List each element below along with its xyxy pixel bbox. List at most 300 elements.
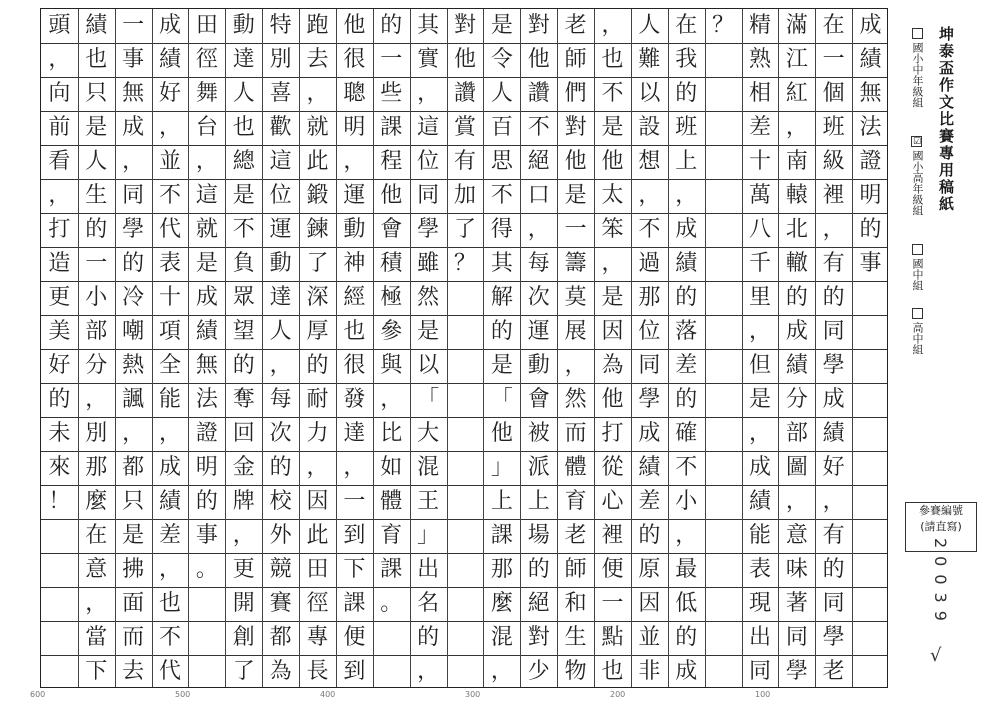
manuscript-character: 不 bbox=[159, 183, 182, 208]
manuscript-character: 同 bbox=[822, 591, 845, 616]
manuscript-character: 小 bbox=[85, 285, 108, 310]
manuscript-character: 績 bbox=[159, 489, 182, 514]
manuscript-character: 上 bbox=[675, 149, 698, 174]
manuscript-character: 冷 bbox=[122, 285, 145, 310]
manuscript-character: 熟 bbox=[748, 47, 771, 72]
manuscript-character: 這 bbox=[195, 183, 218, 208]
checkbox[interactable] bbox=[912, 244, 923, 255]
option-label: 國中組 bbox=[911, 258, 924, 291]
manuscript-character: 江 bbox=[785, 47, 808, 72]
manuscript-character: 萬 bbox=[748, 183, 771, 208]
manuscript-character: 別 bbox=[269, 47, 292, 72]
manuscript-character: 到 bbox=[343, 659, 366, 684]
tick-label: 600 bbox=[30, 690, 46, 699]
manuscript-column bbox=[299, 9, 336, 689]
manuscript-character: 每 bbox=[269, 387, 292, 412]
manuscript-character: 田 bbox=[306, 557, 329, 582]
manuscript-character: 差 bbox=[675, 353, 698, 378]
manuscript-character: 八 bbox=[748, 217, 771, 242]
option-label: 高中組 bbox=[911, 322, 924, 355]
manuscript-character: 裡 bbox=[822, 183, 845, 208]
manuscript-character: 成 bbox=[122, 115, 145, 140]
manuscript-character: 熱 bbox=[122, 353, 145, 378]
manuscript-character: 那 bbox=[85, 455, 108, 480]
manuscript-character: 其 bbox=[490, 251, 513, 276]
manuscript-character: 位 bbox=[417, 149, 440, 174]
manuscript-character: 向 bbox=[48, 81, 71, 106]
manuscript-character: 好 bbox=[159, 81, 182, 106]
manuscript-character: 次 bbox=[269, 421, 292, 446]
manuscript-character: 就 bbox=[195, 217, 218, 242]
manuscript-character: 他 bbox=[601, 149, 624, 174]
manuscript-character: 績 bbox=[859, 47, 882, 72]
option-junior-high[interactable] bbox=[905, 244, 925, 291]
manuscript-character: 位 bbox=[638, 319, 661, 344]
manuscript-character: 低 bbox=[675, 591, 698, 616]
manuscript-character: 學 bbox=[822, 353, 845, 378]
manuscript-character: 混 bbox=[490, 625, 513, 650]
manuscript-character: 運 bbox=[527, 319, 550, 344]
manuscript-column bbox=[262, 9, 299, 689]
manuscript-character: 金 bbox=[232, 455, 255, 480]
manuscript-character: 是 bbox=[601, 115, 624, 140]
manuscript-character: 表 bbox=[159, 251, 182, 276]
manuscript-character: 為 bbox=[269, 659, 292, 684]
manuscript-character: 在 bbox=[822, 13, 845, 38]
manuscript-character: 令 bbox=[490, 47, 513, 72]
manuscript-character: 他 bbox=[601, 387, 624, 412]
manuscript-character: 神 bbox=[343, 251, 366, 276]
manuscript-character: 在 bbox=[675, 13, 698, 38]
manuscript-column bbox=[41, 9, 78, 689]
manuscript-character: 一 bbox=[564, 217, 587, 242]
manuscript-character: 動 bbox=[269, 251, 292, 276]
manuscript-character: 對 bbox=[527, 13, 550, 38]
manuscript-character: 經 bbox=[343, 285, 366, 310]
manuscript-character: 鍛 bbox=[306, 183, 329, 208]
manuscript-character: 是 bbox=[417, 319, 440, 344]
tick-label: 500 bbox=[175, 690, 191, 699]
checkbox[interactable] bbox=[912, 28, 923, 39]
manuscript-character: 然 bbox=[417, 285, 440, 310]
manuscript-character: 代 bbox=[159, 659, 182, 684]
manuscript-column bbox=[115, 9, 152, 689]
manuscript-character: 去 bbox=[306, 47, 329, 72]
manuscript-character: 非 bbox=[638, 659, 661, 684]
manuscript-character: 同 bbox=[417, 183, 440, 208]
manuscript-character: 賽 bbox=[269, 591, 292, 616]
manuscript-column bbox=[78, 9, 115, 689]
manuscript-character: 代 bbox=[159, 217, 182, 242]
manuscript-character: 績 bbox=[675, 251, 698, 276]
manuscript-character: 也 bbox=[85, 47, 108, 72]
manuscript-character: 也 bbox=[601, 659, 624, 684]
manuscript-character: 了 bbox=[453, 217, 476, 242]
manuscript-character: ， bbox=[195, 149, 218, 174]
manuscript-character: 如 bbox=[380, 455, 403, 480]
manuscript-column bbox=[152, 9, 189, 689]
manuscript-character: ， bbox=[564, 353, 587, 378]
manuscript-character: 競 bbox=[269, 557, 292, 582]
manuscript-character: 好 bbox=[822, 455, 845, 480]
manuscript-character: 前 bbox=[48, 115, 71, 140]
manuscript-character: 同 bbox=[785, 625, 808, 650]
manuscript-character: ！ bbox=[48, 489, 71, 514]
manuscript-character: 項 bbox=[159, 319, 182, 344]
manuscript-character: 最 bbox=[675, 557, 698, 582]
manuscript-character: 人 bbox=[638, 13, 661, 38]
manuscript-character: 籌 bbox=[564, 251, 587, 276]
manuscript-character: ， bbox=[85, 387, 108, 412]
manuscript-character: ？ bbox=[712, 13, 735, 38]
manuscript-character: ， bbox=[675, 523, 698, 548]
checkbox[interactable]: ☑ bbox=[912, 137, 922, 147]
manuscript-character: 名 bbox=[417, 591, 440, 616]
manuscript-character: 鍊 bbox=[306, 217, 329, 242]
manuscript-character: 一 bbox=[601, 591, 624, 616]
manuscript-character: 的 bbox=[675, 81, 698, 106]
manuscript-character: 北 bbox=[785, 217, 808, 242]
manuscript-character: 的 bbox=[48, 387, 71, 412]
manuscript-character: ， bbox=[638, 183, 661, 208]
manuscript-character: 個 bbox=[822, 81, 845, 106]
manuscript-character: 其 bbox=[417, 13, 440, 38]
checkbox[interactable] bbox=[912, 308, 923, 319]
manuscript-character: ， bbox=[122, 421, 145, 446]
manuscript-column bbox=[410, 9, 447, 689]
manuscript-character: 同 bbox=[122, 183, 145, 208]
manuscript-character: 奪 bbox=[232, 387, 255, 412]
manuscript-character: 的 bbox=[638, 523, 661, 548]
manuscript-character: 是 bbox=[232, 183, 255, 208]
manuscript-character: 不 bbox=[638, 217, 661, 242]
manuscript-character: 諷 bbox=[122, 387, 145, 412]
manuscript-character: 以 bbox=[417, 353, 440, 378]
manuscript-character: 差 bbox=[638, 489, 661, 514]
manuscript-character: 全 bbox=[159, 353, 182, 378]
manuscript-character: ， bbox=[822, 217, 845, 242]
manuscript-character: ， bbox=[785, 489, 808, 514]
manuscript-column bbox=[188, 9, 225, 689]
manuscript-character: 些 bbox=[380, 81, 403, 106]
manuscript-character: 而 bbox=[564, 421, 587, 446]
manuscript-character: 績 bbox=[85, 13, 108, 38]
manuscript-character: 因 bbox=[601, 319, 624, 344]
manuscript-character: 的 bbox=[675, 387, 698, 412]
manuscript-character: 成 bbox=[675, 217, 698, 242]
manuscript-character: ？ bbox=[453, 251, 476, 276]
manuscript-character: 南 bbox=[785, 149, 808, 174]
manuscript-character: 是 bbox=[490, 353, 513, 378]
manuscript-column bbox=[336, 9, 373, 689]
registration-hint: (請直寫) bbox=[920, 520, 962, 533]
manuscript-character: 分 bbox=[785, 387, 808, 412]
manuscript-character: 他 bbox=[490, 421, 513, 446]
check-mark: √ bbox=[930, 645, 942, 666]
manuscript-character: 課 bbox=[343, 591, 366, 616]
manuscript-character: 更 bbox=[48, 285, 71, 310]
manuscript-character: 動 bbox=[343, 217, 366, 242]
manuscript-grid bbox=[40, 8, 888, 688]
manuscript-character: 育 bbox=[380, 523, 403, 548]
manuscript-character: 不 bbox=[675, 455, 698, 480]
manuscript-character: 人 bbox=[269, 319, 292, 344]
registration-label: 參賽編號 bbox=[919, 504, 963, 517]
manuscript-character: 面 bbox=[122, 591, 145, 616]
manuscript-character: 生 bbox=[85, 183, 108, 208]
manuscript-character: 的 bbox=[490, 319, 513, 344]
manuscript-character: 來 bbox=[48, 455, 71, 480]
manuscript-character: 創 bbox=[232, 625, 255, 650]
manuscript-column bbox=[852, 9, 889, 689]
manuscript-character: 明 bbox=[343, 115, 366, 140]
manuscript-character: 無 bbox=[859, 81, 882, 106]
option-senior-high[interactable] bbox=[905, 308, 925, 355]
manuscript-character: 也 bbox=[601, 47, 624, 72]
manuscript-character: 混 bbox=[417, 455, 440, 480]
manuscript-character: 績 bbox=[159, 47, 182, 72]
manuscript-character: 的 bbox=[527, 557, 550, 582]
manuscript-character: 課 bbox=[490, 523, 513, 548]
manuscript-character: 是 bbox=[85, 115, 108, 140]
manuscript-character: 回 bbox=[232, 421, 255, 446]
manuscript-character: 歡 bbox=[269, 115, 292, 140]
manuscript-character: 了 bbox=[232, 659, 255, 684]
manuscript-column bbox=[815, 9, 852, 689]
manuscript-character: 績 bbox=[195, 319, 218, 344]
manuscript-character: ， bbox=[527, 217, 550, 242]
manuscript-character: 轅 bbox=[785, 183, 808, 208]
manuscript-character: 部 bbox=[785, 421, 808, 446]
manuscript-character: 的 bbox=[232, 353, 255, 378]
manuscript-character: 參 bbox=[380, 319, 403, 344]
manuscript-character: ， bbox=[417, 81, 440, 106]
manuscript-character: 「 bbox=[417, 387, 440, 412]
manuscript-character: 那 bbox=[638, 285, 661, 310]
manuscript-character: 程 bbox=[380, 149, 403, 174]
manuscript-character: ， bbox=[785, 115, 808, 140]
manuscript-character: 得 bbox=[490, 217, 513, 242]
manuscript-character: 動 bbox=[527, 353, 550, 378]
manuscript-character: 他 bbox=[380, 183, 403, 208]
manuscript-character: 出 bbox=[748, 625, 771, 650]
manuscript-character: 點 bbox=[601, 625, 624, 650]
manuscript-character: 校 bbox=[269, 489, 292, 514]
option-elementary-upper[interactable] bbox=[905, 136, 925, 216]
manuscript-character: 就 bbox=[306, 115, 329, 140]
manuscript-character: 從 bbox=[601, 455, 624, 480]
manuscript-character: 差 bbox=[159, 523, 182, 548]
manuscript-character: 老 bbox=[822, 659, 845, 684]
manuscript-character: 解 bbox=[490, 285, 513, 310]
manuscript-character: 也 bbox=[159, 591, 182, 616]
manuscript-character: 績 bbox=[785, 353, 808, 378]
manuscript-character: 體 bbox=[380, 489, 403, 514]
manuscript-character: 上 bbox=[490, 489, 513, 514]
manuscript-character: 雖 bbox=[417, 251, 440, 276]
manuscript-character: 班 bbox=[675, 115, 698, 140]
manuscript-character: 力 bbox=[306, 421, 329, 446]
manuscript-character: 」 bbox=[490, 455, 513, 480]
manuscript-character: 一 bbox=[85, 251, 108, 276]
manuscript-character: 無 bbox=[122, 81, 145, 106]
manuscript-character: 體 bbox=[564, 455, 587, 480]
manuscript-character: 讚 bbox=[453, 81, 476, 106]
manuscript-character: 證 bbox=[859, 149, 882, 174]
manuscript-character: 徑 bbox=[195, 47, 218, 72]
manuscript-character: 是 bbox=[564, 183, 587, 208]
manuscript-character: 不 bbox=[232, 217, 255, 242]
manuscript-character: 人 bbox=[490, 81, 513, 106]
manuscript-character: ， bbox=[159, 421, 182, 446]
manuscript-character: 他 bbox=[564, 149, 587, 174]
manuscript-character: 是 bbox=[122, 523, 145, 548]
manuscript-character: 別 bbox=[85, 421, 108, 446]
manuscript-character: 會 bbox=[527, 387, 550, 412]
manuscript-character: 學 bbox=[822, 625, 845, 650]
manuscript-character: ， bbox=[675, 183, 698, 208]
manuscript-column bbox=[373, 9, 410, 689]
manuscript-character: ， bbox=[122, 149, 145, 174]
manuscript-character: 老 bbox=[564, 523, 587, 548]
manuscript-character: 成 bbox=[675, 659, 698, 684]
manuscript-character: 而 bbox=[122, 625, 145, 650]
manuscript-character: 績 bbox=[822, 421, 845, 446]
manuscript-character: 同 bbox=[638, 353, 661, 378]
manuscript-character: 總 bbox=[232, 149, 255, 174]
manuscript-character: 麼 bbox=[85, 489, 108, 514]
grid-count-ticks bbox=[0, 690, 880, 704]
manuscript-character: 賞 bbox=[453, 115, 476, 140]
manuscript-character: 然 bbox=[564, 387, 587, 412]
manuscript-character: 打 bbox=[601, 421, 624, 446]
manuscript-character: 千 bbox=[748, 251, 771, 276]
manuscript-character: 落 bbox=[675, 319, 698, 344]
manuscript-character: 造 bbox=[48, 251, 71, 276]
manuscript-character: 都 bbox=[269, 625, 292, 650]
manuscript-character: 積 bbox=[380, 251, 403, 276]
manuscript-character: 開 bbox=[232, 591, 255, 616]
manuscript-character: 只 bbox=[85, 81, 108, 106]
manuscript-character: 「 bbox=[490, 387, 513, 412]
manuscript-character: 出 bbox=[417, 557, 440, 582]
manuscript-character: 並 bbox=[159, 149, 182, 174]
manuscript-character: 動 bbox=[232, 13, 255, 38]
manuscript-character: 事 bbox=[122, 47, 145, 72]
manuscript-column bbox=[594, 9, 631, 689]
manuscript-character: 同 bbox=[822, 319, 845, 344]
manuscript-character: 師 bbox=[564, 47, 587, 72]
manuscript-character: 台 bbox=[195, 115, 218, 140]
manuscript-character: 的 bbox=[859, 217, 882, 242]
manuscript-character: 麼 bbox=[490, 591, 513, 616]
manuscript-character: 專 bbox=[306, 625, 329, 650]
manuscript-character: 的 bbox=[380, 13, 403, 38]
manuscript-character: 法 bbox=[859, 115, 882, 140]
manuscript-character: 對 bbox=[564, 115, 587, 140]
manuscript-character: 有 bbox=[822, 523, 845, 548]
manuscript-character: 美 bbox=[48, 319, 71, 344]
manuscript-character: ， bbox=[269, 353, 292, 378]
manuscript-character: 但 bbox=[748, 353, 771, 378]
manuscript-character: 很 bbox=[343, 353, 366, 378]
manuscript-character: 牌 bbox=[232, 489, 255, 514]
manuscript-character: 圖 bbox=[785, 455, 808, 480]
manuscript-character: 田 bbox=[195, 13, 218, 38]
manuscript-character: ， bbox=[343, 455, 366, 480]
manuscript-character: 會 bbox=[380, 217, 403, 242]
manuscript-character: 有 bbox=[453, 149, 476, 174]
manuscript-character: ， bbox=[232, 523, 255, 548]
manuscript-character: 成 bbox=[822, 387, 845, 412]
manuscript-character: ， bbox=[306, 455, 329, 480]
manuscript-character: 厚 bbox=[306, 319, 329, 344]
manuscript-character: 部 bbox=[85, 319, 108, 344]
option-elementary-middle[interactable] bbox=[905, 28, 925, 108]
manuscript-character: 育 bbox=[564, 489, 587, 514]
manuscript-character: 聰 bbox=[343, 81, 366, 106]
manuscript-character: 」 bbox=[417, 523, 440, 548]
manuscript-character: 看 bbox=[48, 149, 71, 174]
manuscript-character: 對 bbox=[527, 625, 550, 650]
manuscript-character: 事 bbox=[195, 523, 218, 548]
manuscript-character: 少 bbox=[527, 659, 550, 684]
manuscript-character: ， bbox=[159, 115, 182, 140]
manuscript-character: 成 bbox=[638, 421, 661, 446]
manuscript-character: 的 bbox=[822, 285, 845, 310]
manuscript-character: 一 bbox=[343, 489, 366, 514]
manuscript-character: 望 bbox=[232, 319, 255, 344]
manuscript-character: 是 bbox=[490, 13, 513, 38]
manuscript-character: 意 bbox=[785, 523, 808, 548]
manuscript-character: 確 bbox=[675, 421, 698, 446]
manuscript-character: 展 bbox=[564, 319, 587, 344]
manuscript-character: 拂 bbox=[122, 557, 145, 582]
manuscript-character: 物 bbox=[564, 659, 587, 684]
manuscript-character: 不 bbox=[490, 183, 513, 208]
manuscript-character: 生 bbox=[564, 625, 587, 650]
manuscript-character: 紅 bbox=[785, 81, 808, 106]
manuscript-character: 百 bbox=[490, 115, 513, 140]
manuscript-character: 級 bbox=[822, 149, 845, 174]
manuscript-character: 成 bbox=[859, 13, 882, 38]
manuscript-character: 為 bbox=[601, 353, 624, 378]
manuscript-character: 里 bbox=[748, 285, 771, 310]
manuscript-character: 下 bbox=[85, 659, 108, 684]
manuscript-character: 十 bbox=[748, 149, 771, 174]
manuscript-column bbox=[778, 9, 815, 689]
manuscript-character: ， bbox=[417, 659, 440, 684]
manuscript-character: 他 bbox=[343, 13, 366, 38]
manuscript-character: 與 bbox=[380, 353, 403, 378]
manuscript-character: 耐 bbox=[306, 387, 329, 412]
manuscript-character: 此 bbox=[306, 523, 329, 548]
manuscript-character: 讚 bbox=[527, 81, 550, 106]
manuscript-character: 績 bbox=[748, 489, 771, 514]
manuscript-character: ， bbox=[748, 319, 771, 344]
manuscript-character: ， bbox=[343, 149, 366, 174]
tick-label: 200 bbox=[610, 690, 626, 699]
manuscript-column bbox=[742, 9, 779, 689]
manuscript-character: 此 bbox=[306, 149, 329, 174]
manuscript-character: 證 bbox=[195, 421, 218, 446]
manuscript-character: 的 bbox=[85, 217, 108, 242]
manuscript-character: 莫 bbox=[564, 285, 587, 310]
option-label: 國小中年級組 bbox=[911, 42, 924, 108]
manuscript-character: 當 bbox=[85, 625, 108, 650]
manuscript-character: 想 bbox=[638, 149, 661, 174]
manuscript-character: 這 bbox=[269, 149, 292, 174]
